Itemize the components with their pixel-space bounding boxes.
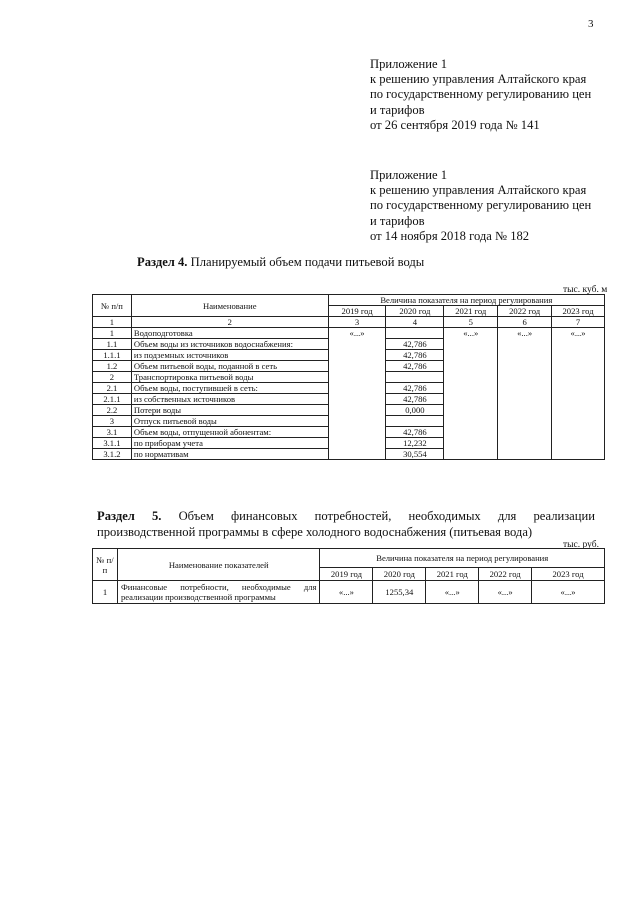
row-num: 3.1 (93, 427, 132, 438)
section4-title (137, 255, 424, 270)
table-header-row (93, 549, 605, 568)
table-header-row (93, 295, 605, 306)
row-num: 3 (93, 416, 132, 427)
table-row (93, 328, 605, 339)
value-2019: «...» (320, 581, 373, 604)
annex-line: по государственному регулированию цен (370, 87, 592, 102)
row-name: по нормативам (131, 449, 328, 460)
header-year: 2023 год (552, 306, 605, 317)
row-name: из собственных источников (131, 394, 328, 405)
row-name: Объем воды, отпущенной абонентам: (131, 427, 328, 438)
page-number: 3 (588, 18, 594, 30)
value-2022: «...» (498, 328, 552, 460)
col-number: 7 (552, 317, 605, 328)
row-num: 1.1.1 (93, 350, 132, 361)
row-name: Финансовые потребности, необходимые для реализации производственной программы (117, 581, 320, 604)
value-2023: «...» (552, 328, 605, 460)
header-year: 2022 год (498, 306, 552, 317)
annex-line: от 26 сентября 2019 года № 141 (370, 117, 540, 132)
value-2019: «...» (328, 328, 386, 460)
header-num: № п/п (93, 295, 132, 317)
annex-line: по государственному регулированию цен (370, 198, 592, 213)
col-number: 6 (498, 317, 552, 328)
header-year: 2022 год (479, 568, 532, 581)
header-year: 2020 год (373, 568, 426, 581)
header-num: № п/п (93, 549, 118, 581)
row-num: 2.1 (93, 383, 132, 394)
row-num: 1.2 (93, 361, 132, 372)
value-2020: 42,786 (386, 339, 444, 350)
row-num: 3.1.2 (93, 449, 132, 460)
col-number: 1 (93, 317, 132, 328)
row-num: 2 (93, 372, 132, 383)
row-name: Водоподготовка (131, 328, 328, 339)
annex-line: от 14 ноября 2018 года № 182 (370, 228, 530, 243)
row-name: Объем воды из источников водоснабжения: (131, 339, 328, 350)
annex-line: Приложение 1 (370, 168, 448, 182)
column-number-row (93, 317, 605, 328)
value-2020: 42,786 (386, 350, 444, 361)
value-2020: 42,786 (386, 427, 444, 438)
row-name: Транспортировка питьевой воды (131, 372, 328, 383)
section5-title-line1 (97, 509, 595, 525)
header-name: Наименование показателей (117, 549, 320, 581)
section5-title-line2: производственной программы в сфере холодного водоснабжения (питьевая вода) (97, 524, 533, 539)
row-num: 2.1.1 (93, 394, 132, 405)
section4-title-text: Планируемый объем подачи питьевой воды (190, 255, 425, 269)
row-num: 1.1 (93, 339, 132, 350)
annex-heading-current (370, 57, 591, 133)
section5-title-text: Объем финансовых потребностей, необходимых для реализации (178, 509, 595, 523)
value-2020: 42,786 (386, 383, 444, 394)
annex-line: и тарифов (370, 102, 425, 117)
water-volume-table (92, 294, 605, 460)
annex-line: Приложение 1 (370, 57, 448, 71)
value-2023: «...» (532, 581, 605, 604)
value-2020 (386, 416, 444, 427)
value-2020: 42,786 (386, 394, 444, 405)
header-year: 2019 год (320, 568, 373, 581)
col-number: 4 (386, 317, 444, 328)
col-number: 2 (131, 317, 328, 328)
value-2022: «...» (479, 581, 532, 604)
header-year: 2020 год (386, 306, 444, 317)
row-num: 2.2 (93, 405, 132, 416)
value-2020: 1255,34 (373, 581, 426, 604)
annex-line: к решению управления Алтайского края (370, 72, 587, 87)
value-2020: 12,232 (386, 438, 444, 449)
value-2020: 42,786 (386, 361, 444, 372)
value-2020: 30,554 (386, 449, 444, 460)
col-number: 5 (444, 317, 498, 328)
header-year: 2021 год (426, 568, 479, 581)
header-year: 2019 год (328, 306, 386, 317)
row-name: Объем воды, поступившей в сеть: (131, 383, 328, 394)
annex-heading-original (370, 168, 591, 244)
row-name: Отпуск питьевой воды (131, 416, 328, 427)
section4-label: Раздел 4. (137, 255, 188, 269)
annex-line: и тарифов (370, 213, 425, 228)
financial-needs-table (92, 548, 605, 604)
header-name: Наименование (131, 295, 328, 317)
value-2020 (386, 372, 444, 383)
annex-line: к решению управления Алтайского края (370, 183, 587, 198)
header-year: 2023 год (532, 568, 605, 581)
section5-unit: тыс. руб. (563, 540, 599, 550)
section4-unit: тыс. куб. м (563, 285, 608, 295)
row-name: Объем питьевой воды, поданной в сеть (131, 361, 328, 372)
table-row (93, 581, 605, 604)
section5-label: Раздел 5. (97, 509, 162, 523)
header-period: Величина показателя на период регулирования (320, 549, 605, 568)
col-number: 3 (328, 317, 386, 328)
row-num: 3.1.1 (93, 438, 132, 449)
header-year: 2021 год (444, 306, 498, 317)
row-num: 1 (93, 328, 132, 339)
header-period: Величина показателя на период регулирования (328, 295, 604, 306)
row-num: 1 (93, 581, 118, 604)
value-2021: «...» (444, 328, 498, 460)
row-name: по приборам учета (131, 438, 328, 449)
row-name: из подземных источников (131, 350, 328, 361)
value-2020 (386, 328, 444, 339)
row-name: Потери воды (131, 405, 328, 416)
value-2021: «...» (426, 581, 479, 604)
section5-title (97, 509, 595, 540)
value-2020: 0,000 (386, 405, 444, 416)
